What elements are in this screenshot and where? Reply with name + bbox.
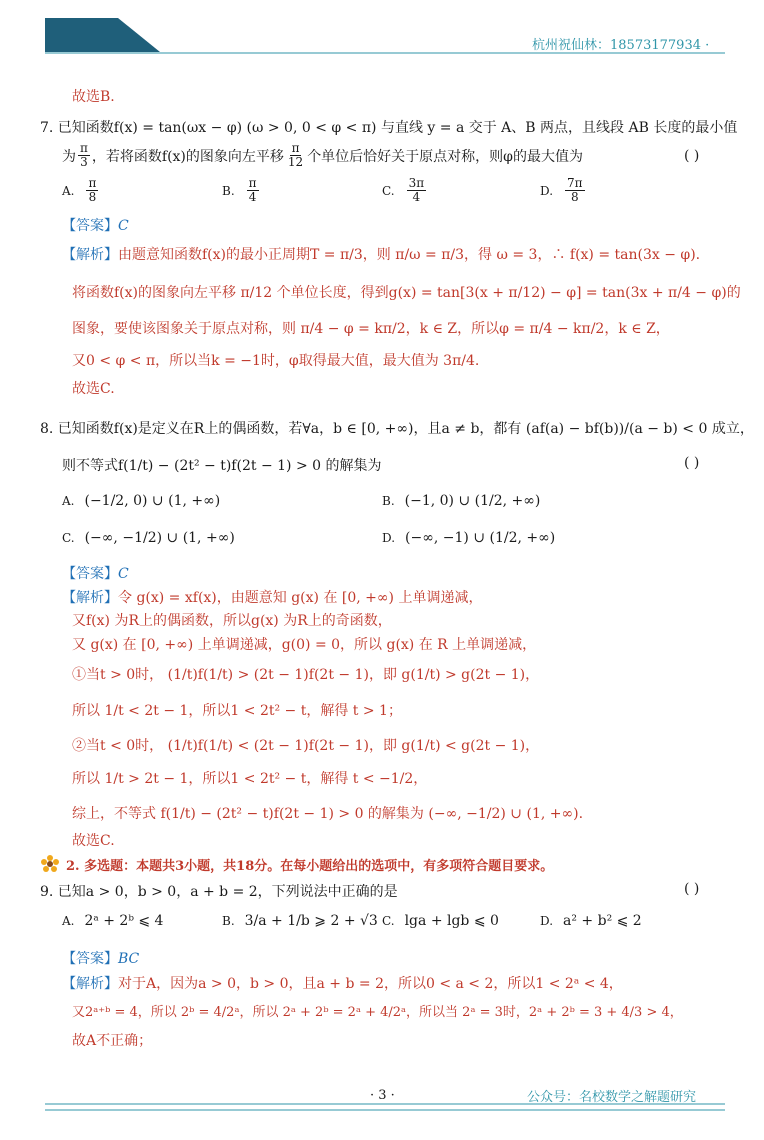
fraction: $\frac{\pi}{3}$ bbox=[80, 141, 88, 169]
footer-wechat: 公众号：名校数学之解题研究 bbox=[527, 1090, 697, 1105]
q8-answer: 【答案】C bbox=[62, 566, 129, 582]
q9-answer: 【答案】BC bbox=[62, 951, 140, 967]
q8-analysis-1: 【解析】令 g(x) = xf(x)，由题意知 g(x) 在 [0, +∞) 上单调递减， bbox=[62, 590, 483, 606]
q7-option-c: C. $\frac{3\pi}{4}$ bbox=[382, 176, 425, 204]
q8-analysis-7: 所以 1/t > 2t − 1，所以1 < 2t² − t，解得 t < −1/2， bbox=[72, 771, 428, 787]
q8-option-b: B. (−1, 0) ∪ (1/2, +∞) bbox=[382, 493, 541, 509]
q8-answer-paren: ( ) bbox=[684, 455, 700, 471]
q7-conclusion: 故选C. bbox=[72, 381, 115, 397]
q8-analysis-2: 又f(x) 为R上的偶函数，所以g(x) 为R上的奇函数， bbox=[72, 613, 392, 629]
q7-answer-paren: ( ) bbox=[684, 148, 700, 164]
q9-option-a: A. 2ᵃ + 2ᵇ ⩽ 4 bbox=[62, 913, 164, 929]
q8-option-c: C. (−∞, −1/2) ∪ (1, +∞) bbox=[62, 530, 235, 546]
q8-analysis-5: 所以 1/t < 2t − 1，所以1 < 2t² − t，解得 t > 1； bbox=[72, 703, 402, 719]
q9-option-d: D. a² + b² ⩽ 2 bbox=[540, 913, 642, 929]
q9-analysis-2: 又2ᵃ⁺ᵇ = 4，所以 2ᵇ = 4/2ᵃ，所以 2ᵃ + 2ᵇ = 2ᵃ + 4/2ᵃ，所以当 2ᵃ = 3时，2ᵃ + 2ᵇ = 3 + 4/3 > 4， bbox=[72, 1005, 683, 1020]
q7-analysis-2: 将函数f(x)的图象向左平移 π/12 个单位长度，得到g(x) = tan[3(x + π/12) − φ] = tan(3x + π/4 − φ)的 bbox=[72, 285, 741, 301]
q8-conclusion: 故选C. bbox=[72, 833, 115, 849]
q7-option-d: D. $\frac{7\pi}{8}$ bbox=[540, 176, 583, 204]
q7-analysis-1: 【解析】由题意知函数f(x)的最小正周期T = π/3，则 π/ω = π/3，得 ω = 3，∴ f(x) = tan(3x − φ). bbox=[62, 247, 701, 263]
header-contact: 杭州祝仙林：18573177934 · bbox=[532, 38, 710, 53]
q8-stem-line1: 8. 已知函数f(x)是定义在R上的偶函数，若∀a，b ∈ [0, +∞)，且a ≠ b，都有 (af(a) − bf(b))/(a − b) < 0 成立， bbox=[40, 421, 754, 437]
q8-stem-line2: 则不等式f(1/t) − (2t² − t)f(2t − 1) > 0 的解集为 bbox=[62, 458, 382, 474]
q9-option-b: B. 3/a + 1/b ⩾ 2 + √3 bbox=[222, 913, 378, 929]
q7-stem-line1: 7. 已知函数f(x) = tan(ωx − φ) (ω > 0, 0 < φ < π) 与直线 y = a 交于 A、B 两点，且线段 AB 长度的最小值 bbox=[40, 120, 738, 136]
q8-analysis-8: 综上，不等式 f(1/t) − (2t² − t)f(2t − 1) > 0 的解集为 (−∞, −1/2) ∪ (1, +∞). bbox=[72, 806, 584, 822]
q8-option-a: A. (−1/2, 0) ∪ (1, +∞) bbox=[62, 493, 221, 509]
header-bar bbox=[45, 18, 160, 52]
q8-analysis-4: ①当t > 0时， (1/t)f(1/t) > (2t − 1)f(2t − 1)，即 g(1/t) > g(2t − 1)， bbox=[72, 667, 540, 683]
page-number: · 3 · bbox=[370, 1088, 395, 1103]
q8-analysis-3: 又 g(x) 在 [0, +∞) 上单调递减，g(0) = 0，所以 g(x) 在 R 上单调递减， bbox=[72, 637, 537, 653]
q8-analysis-6: ②当t < 0时， (1/t)f(1/t) < (2t − 1)f(2t − 1)，即 g(1/t) < g(2t − 1)， bbox=[72, 738, 540, 754]
q9-analysis-1: 【解析】对于A，因为a > 0，b > 0，且a + b = 2，所以0 < a < 2，所以1 < 2ᵃ < 4， bbox=[62, 976, 623, 992]
q7-answer: 【答案】C bbox=[62, 218, 129, 234]
q7-option-a: A. $\frac{\pi}{8}$ bbox=[62, 176, 97, 204]
q7-stem-line2: 为 $\frac{\pi}{3}$ ，若将函数f(x)的图象向左平移 $\frac{\pi}{12}$ 个单位后恰好关于原点对称，则φ的最大值为 bbox=[62, 141, 583, 169]
q8-option-d: D. (−∞, −1) ∪ (1/2, +∞) bbox=[382, 530, 556, 546]
q9-analysis-3: 故A不正确； bbox=[72, 1033, 153, 1049]
fraction: $\frac{\pi}{12}$ bbox=[287, 141, 304, 169]
q9-answer-paren: ( ) bbox=[684, 881, 700, 897]
q9-option-c: C. lga + lgb ⩽ 0 bbox=[382, 913, 499, 929]
prev-conclusion: 故选B. bbox=[72, 89, 115, 105]
section-heading-multi-choice: 2. 多选题：本题共3小题，共18分。在每小题给出的选项中，有多项符合题目要求。 bbox=[40, 854, 553, 874]
q9-stem: 9. 已知a > 0，b > 0，a + b = 2，下列说法中正确的是 bbox=[40, 884, 398, 900]
q7-analysis-3: 图象，要使该图象关于原点对称，则 π/4 − φ = kπ/2，k ∈ Z，所以φ = π/4 − kπ/2，k ∈ Z， bbox=[72, 321, 670, 337]
footer-decoration bbox=[0, 1100, 764, 1120]
q7-analysis-4: 又0 < φ < π，所以当k = −1时，φ取得最大值，最大值为 3π/4. bbox=[72, 353, 480, 369]
q7-option-b: B. $\frac{\pi}{4}$ bbox=[222, 176, 257, 204]
flower-icon bbox=[40, 854, 60, 874]
